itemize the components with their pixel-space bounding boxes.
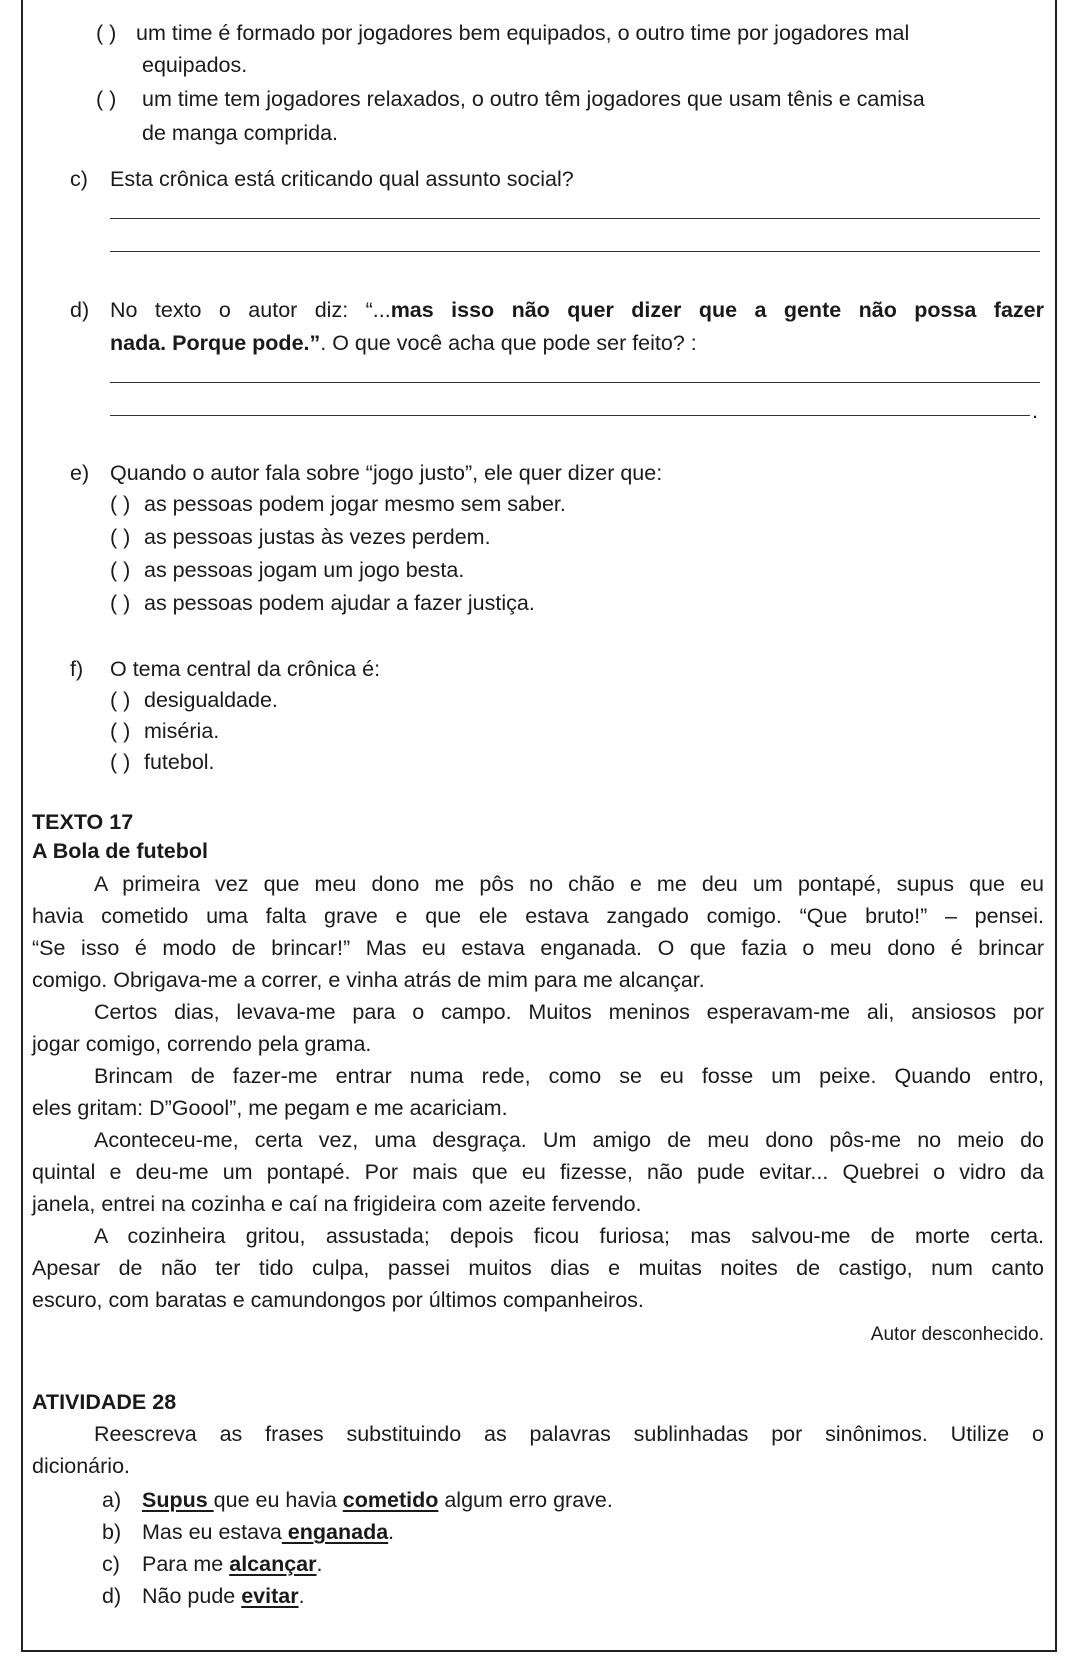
section-label: TEXTO 17: [32, 810, 134, 834]
answer-line[interactable]: [110, 218, 1040, 219]
question-c: c) Esta crônica está criticando qual assunto social?: [70, 167, 574, 191]
paragraph-line: jogar comigo, correndo pela grama.: [32, 1032, 372, 1056]
option-e: ( ) as pessoas jogam um jogo besta.: [110, 558, 465, 582]
activity-instructions-cont: dicionário.: [32, 1454, 130, 1478]
option-f: ( ) desigualdade.: [110, 688, 278, 712]
paragraph-line: A primeira vez que meu dono me pôs no chão e me deu um pontapé, supus que eu: [94, 872, 1044, 896]
paragraph-line: eles gritam: D”Goool”, me pegam e me acariciam.: [32, 1096, 508, 1120]
question-f: f) O tema central da crônica é:: [70, 657, 381, 681]
option-line: ( ) um time é formado por jogadores bem equipados, o outro time por jogadores mal: [96, 21, 910, 45]
option-line-cont: equipados.: [142, 53, 248, 77]
author-credit: Autor desconhecido.: [870, 1324, 1044, 1345]
option-line: ( ) um time tem jogadores relaxados, o outro têm jogadores que usam tênis e camisa: [96, 87, 925, 111]
option-e: ( ) as pessoas justas às vezes perdem.: [110, 525, 491, 549]
end-period: .: [1032, 399, 1038, 423]
paragraph-line: Certos dias, levava-me para o campo. Muitos meninos esperavam-me ali, ansiosos por: [94, 1000, 1044, 1024]
activity-label: ATIVIDADE 28: [32, 1390, 177, 1414]
paragraph-line: comigo. Obrigava-me a correr, e vinha atrás de mim para me alcançar.: [32, 968, 705, 992]
answer-line[interactable]: [110, 382, 1040, 383]
activity-instructions: Reescreva as frases substituindo as palavras sublinhadas por sinônimos. Utilize o: [94, 1422, 1044, 1446]
text-title: A Bola de futebol: [32, 839, 208, 863]
option-f: ( ) futebol.: [110, 750, 215, 774]
activity-item-a: a) Supus que eu havia cometido algum erro grave.: [102, 1488, 613, 1512]
paragraph-line: Aconteceu-me, certa vez, uma desgraça. Um amigo de meu dono pôs-me no meio do: [94, 1128, 1044, 1152]
question-e: e) Quando o autor fala sobre “jogo justo”, ele quer dizer que:: [70, 461, 663, 485]
paragraph-line: A cozinheira gritou, assustada; depois ficou furiosa; mas salvou-me de morte certa.: [94, 1224, 1044, 1248]
question-d: d): [70, 298, 90, 322]
answer-line[interactable]: [110, 415, 1030, 416]
page-frame: [21, 0, 1057, 1652]
paragraph-line: janela, entrei na cozinha e caí na frigideira com azeite fervendo.: [32, 1192, 642, 1216]
paragraph-line: Brincam de fazer-me entrar numa rede, como se eu fosse um peixe. Quando entro,: [94, 1064, 1044, 1088]
paragraph-line: escuro, com baratas e camundongos por últimos companheiros.: [32, 1288, 644, 1312]
answer-line[interactable]: [110, 251, 1040, 252]
option-e: ( ) as pessoas podem jogar mesmo sem saber.: [110, 492, 566, 516]
paragraph-line: havia cometido uma falta grave e que ele estava zangado comigo. “Que bruto!” – pensei.: [32, 904, 1044, 928]
paragraph-line: Apesar de não ter tido culpa, passei muitos dias e muitas noites de castigo, num canto: [32, 1256, 1044, 1280]
question-d-line1: No texto o autor diz: “...mas isso não quer dizer que a gente não possa fazer: [110, 298, 1044, 322]
option-line-cont: de manga comprida.: [142, 121, 338, 145]
paragraph-line: “Se isso é modo de brincar!” Mas eu estava enganada. O que fazia o meu dono é brincar: [32, 936, 1044, 960]
paragraph-line: quintal e deu-me um pontapé. Por mais que eu fizesse, não pude evitar... Quebrei o vidro da: [32, 1160, 1044, 1184]
question-d-line2: nada. Porque pode.”. O que você acha que pode ser feito? :: [110, 331, 697, 355]
activity-item-b: b) Mas eu estava enganada.: [102, 1520, 395, 1544]
activity-item-d: d) Não pude evitar.: [102, 1584, 305, 1608]
option-f: ( ) miséria.: [110, 719, 220, 743]
activity-item-c: c) Para me alcançar.: [102, 1552, 323, 1576]
option-e: ( ) as pessoas podem ajudar a fazer justiça.: [110, 591, 535, 615]
